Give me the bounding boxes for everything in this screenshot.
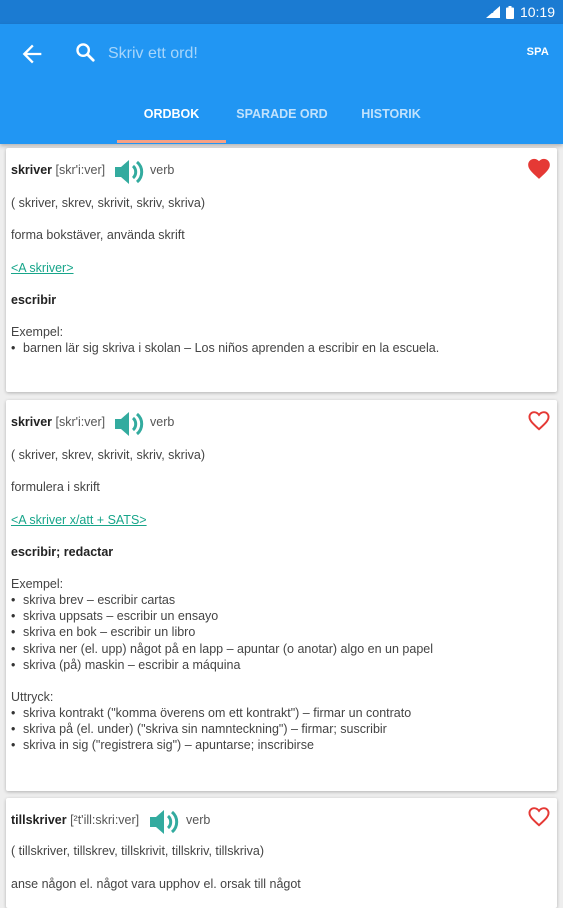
example-item: • skriva (på) maskin – escribir a máquina	[11, 657, 433, 673]
entry-word: tillskriver	[11, 813, 67, 827]
tab-ordbok[interactable]: ORDBOK	[143, 107, 200, 121]
entry-pronunciation: [skr'i:ver]	[55, 415, 106, 429]
expressions-list	[11, 705, 411, 754]
entry-forms: ( tillskriver, tillskrev, tillskrivit, tillskriv, tillskriva)	[11, 844, 264, 858]
status-bar	[0, 0, 563, 24]
entry-pos: verb	[150, 415, 175, 429]
expression-item: • skriva in sig ("registrera sig") – apuntarse; inscribirse	[11, 737, 411, 753]
example-item: • skriva brev – escribir cartas	[11, 592, 433, 608]
entry-pos: verb	[150, 163, 175, 177]
entry-translation: escribir; redactar	[11, 545, 114, 559]
entry-word: skriver	[11, 163, 53, 177]
search-icon	[74, 41, 96, 63]
entry-card	[6, 400, 557, 791]
tab-bar	[0, 100, 563, 144]
entry-translation: escribir	[11, 293, 57, 307]
entry-definition: forma bokstäver, använda skrift	[11, 228, 185, 242]
battery-icon	[506, 6, 514, 19]
speaker-icon[interactable]	[113, 157, 145, 187]
signal-icon	[486, 6, 500, 18]
status-icons	[486, 0, 555, 24]
heart-outline-icon[interactable]	[526, 408, 552, 432]
entry-definition: anse någon el. något vara upphov el. orsak till något	[11, 877, 301, 891]
entry-pos: verb	[186, 813, 211, 827]
expression-item: • skriva kontrakt ("komma överens om ett kontrakt") – firmar un contrato	[11, 705, 411, 721]
examples-label: Exempel:	[11, 325, 64, 339]
entry-forms: ( skriver, skrev, skrivit, skriv, skriva)	[11, 448, 205, 462]
speaker-icon[interactable]	[148, 807, 180, 837]
status-time: 10:19	[519, 4, 555, 20]
entry-definition: formulera i skrift	[11, 480, 100, 494]
expressions-label: Uttryck:	[11, 690, 54, 704]
heart-filled-icon[interactable]	[526, 156, 552, 180]
entry-card	[6, 798, 557, 908]
tab-historik[interactable]: HISTORIK	[361, 107, 421, 121]
construction-link[interactable]: <A skriver>	[11, 261, 74, 275]
examples-list	[11, 340, 439, 356]
example-item: • skriva en bok – escribir un libro	[11, 624, 433, 640]
example-item: • skriva ner (el. upp) något på en lapp – apuntar (o anotar) algo en un papel	[11, 641, 433, 657]
entry-pronunciation: [²t'ill:skri:ver]	[70, 813, 140, 827]
heart-outline-icon[interactable]	[526, 804, 552, 828]
entry-card	[6, 148, 557, 392]
back-arrow-icon[interactable]	[18, 40, 46, 68]
examples-label: Exempel:	[11, 577, 64, 591]
svg-text:4G: 4G	[486, 9, 494, 15]
speaker-icon[interactable]	[113, 409, 145, 439]
entry-forms: ( skriver, skrev, skrivit, skriv, skriva)	[11, 196, 205, 210]
language-button[interactable]: SPA	[526, 46, 549, 58]
entry-header	[11, 813, 139, 827]
entry-word: skriver	[11, 415, 53, 429]
construction-link[interactable]: <A skriver x/att + SATS>	[11, 513, 147, 527]
tab-sparade-ord[interactable]: SPARADE ORD	[236, 107, 328, 121]
search-input[interactable]	[106, 38, 490, 70]
entry-pronunciation: [skr'i:ver]	[55, 163, 106, 177]
example-item: • barnen lär sig skriva i skolan – Los niños aprenden a escribir en la escuela.	[11, 340, 439, 356]
entry-header	[11, 163, 105, 177]
expression-item: • skriva på (el. under) ("skriva sin namnteckning") – firmar; suscribir	[11, 721, 411, 737]
tab-indicator	[117, 140, 226, 143]
examples-list	[11, 592, 433, 673]
entry-header	[11, 415, 105, 429]
example-item: • skriva uppsats – escribir un ensayo	[11, 608, 433, 624]
app-bar	[0, 24, 563, 144]
